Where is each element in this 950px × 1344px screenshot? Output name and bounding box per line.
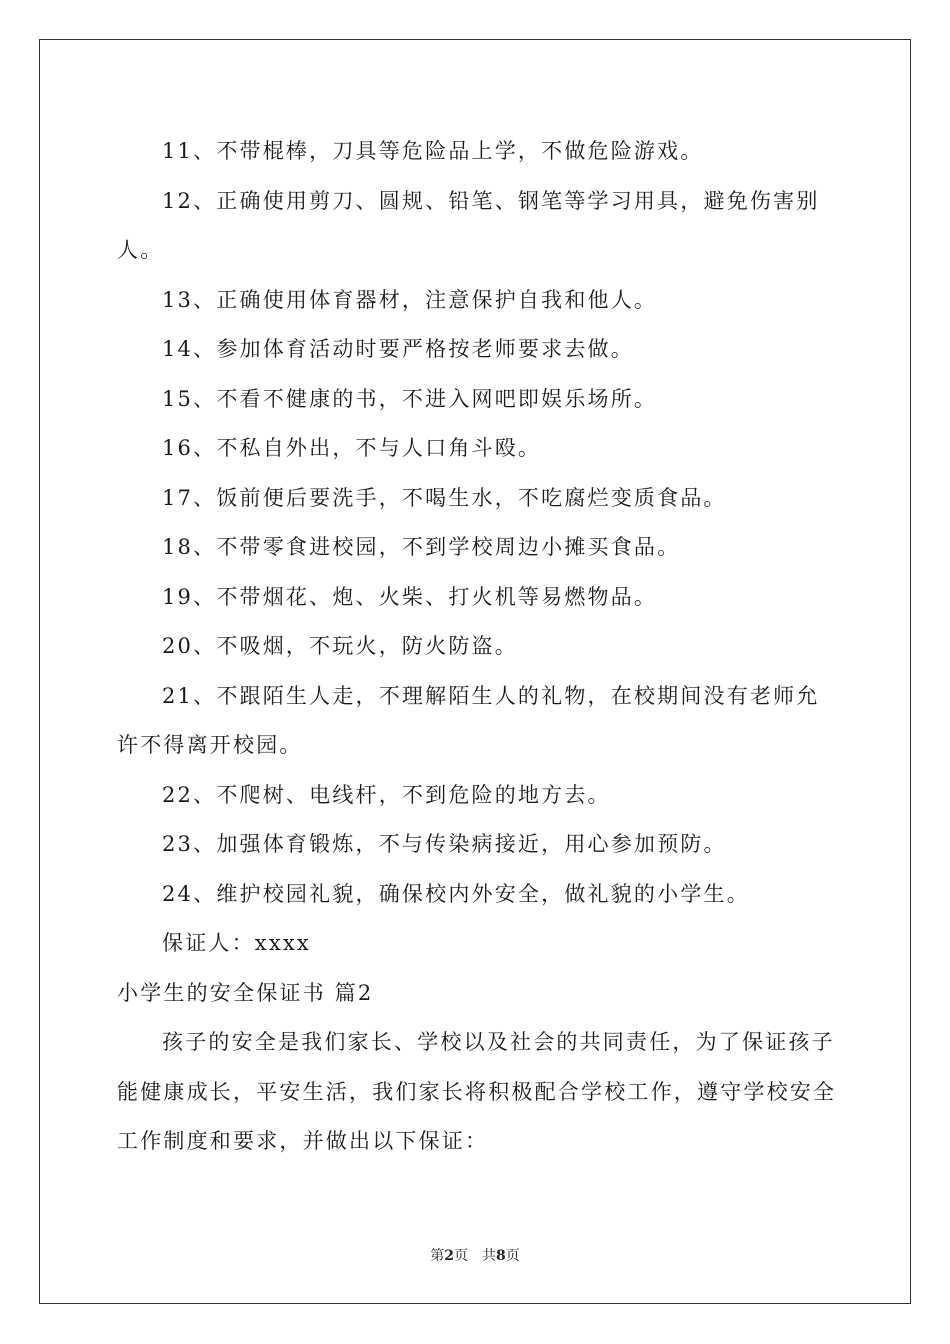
page-current: 2 — [444, 1248, 454, 1264]
list-item: 11、不带棍棒，刀具等危险品上学，不做危险游戏。 — [162, 139, 704, 163]
list-item: 16、不私自外出，不与人口角斗殴。 — [162, 436, 542, 460]
list-item: 20、不吸烟，不玩火，防火防盗。 — [162, 634, 518, 658]
list-item: 24、维护校园礼貌，确保校内外安全，做礼貌的小学生。 — [162, 881, 750, 906]
list-item: 18、不带零食进校园，不到学校周边小摊买食品。 — [162, 535, 681, 559]
list-item: 21、不跟陌生人走，不理解陌生人的礼物，在校期间没有老师允许不得离开校园。 — [117, 683, 820, 757]
list-item: 15、不看不健康的书，不进入网吧即娱乐场所。 — [162, 386, 658, 411]
document-body — [117, 127, 837, 1167]
list-item: 12、正确使用剪刀、圆规、铅笔、钢笔等学习用具，避免伤害别人。 — [117, 188, 820, 262]
page-suffix: 页 — [505, 1248, 520, 1264]
list-item: 22、不爬树、电线杆，不到危险的地方去。 — [162, 782, 611, 807]
intro-paragraph: 孩子的安全是我们家长、学校以及社会的共同责任，为了保证孩子能健康成长，平安生活，我们家长将积极配合学校工作，遵守学校安全工作制度和要求，并做出以下保证： — [117, 1030, 837, 1153]
list-item: 19、不带烟花、炮、火柴、打火机等易燃物品。 — [162, 584, 658, 609]
page-mid: 页 共 — [454, 1248, 496, 1264]
section-heading: 小学生的安全保证书 篇2 — [117, 980, 374, 1005]
list-item: 13、正确使用体育器材，注意保护自我和他人。 — [162, 287, 658, 312]
list-item: 23、加强体育锻炼，不与传染病接近，用心参加预防。 — [162, 832, 727, 856]
page-prefix: 第 — [430, 1248, 445, 1264]
page-footer — [0, 1245, 950, 1265]
page-total: 8 — [496, 1248, 506, 1264]
signature-line: 保证人：xxxx — [162, 931, 311, 955]
list-item: 14、参加体育活动时要严格按老师要求去做。 — [162, 337, 634, 361]
list-item: 17、饭前便后要洗手，不喝生水，不吃腐烂变质食品。 — [162, 485, 727, 510]
